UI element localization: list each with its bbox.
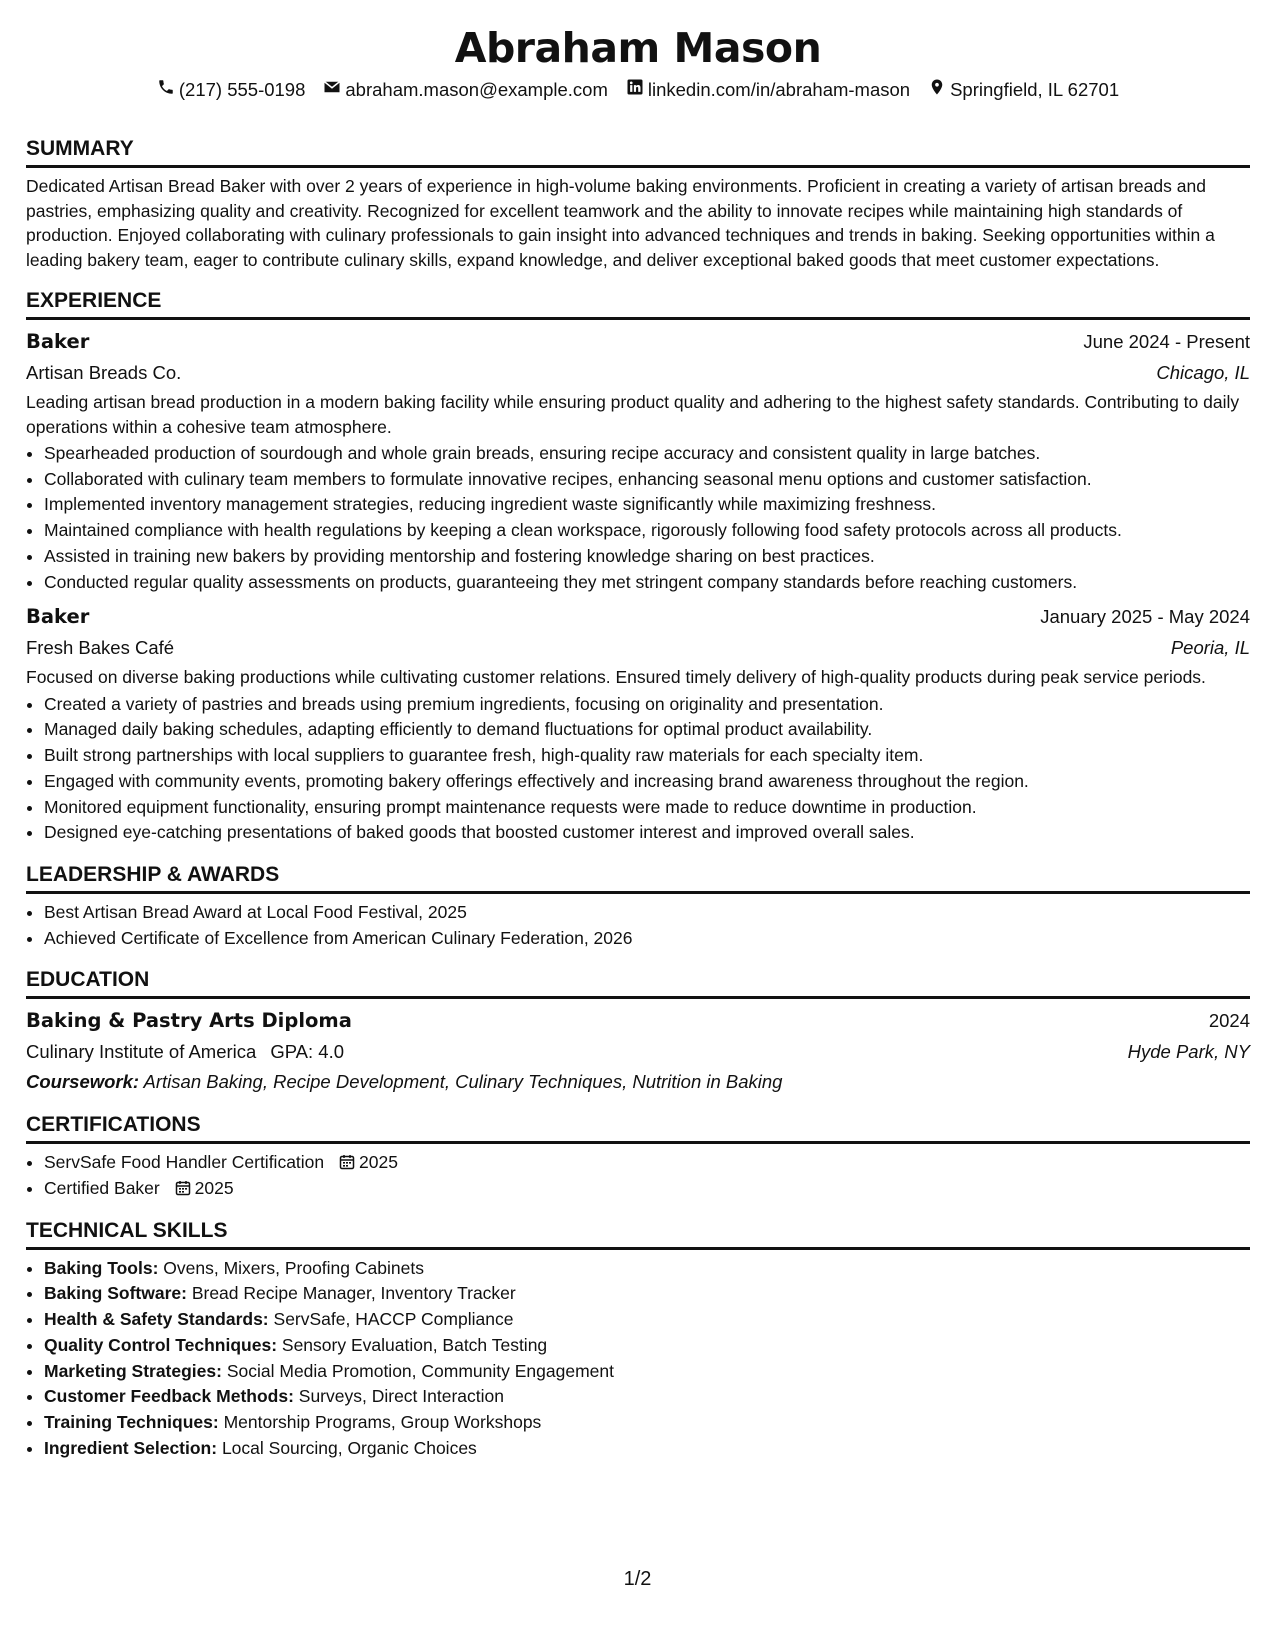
list-item: [44, 1256, 1250, 1282]
coursework-label: Coursework:: [26, 1071, 140, 1093]
gpa: GPA: 4.0: [270, 1041, 345, 1063]
school-location: Hyde Park, NY: [1127, 1041, 1250, 1063]
skill-values: Mentorship Programs, Group Workshops: [223, 1411, 542, 1432]
resume-page: [26, 22, 1250, 1461]
skill-category: Ingredient Selection:: [44, 1437, 218, 1458]
map-pin-icon: [928, 78, 946, 102]
email-text: abraham.mason@example.com: [345, 79, 608, 100]
job-title: Baker: [26, 605, 90, 629]
skills-section: [26, 1218, 1250, 1462]
skill-values: Bread Recipe Manager, Inventory Tracker: [191, 1283, 516, 1304]
school-name: Culinary Institute of America: [26, 1041, 257, 1063]
skill-values: ServSafe, HACCP Compliance: [273, 1309, 514, 1330]
linkedin-icon: [626, 78, 644, 102]
skill-values: Social Media Promotion, Community Engagement: [226, 1360, 614, 1381]
list-item: • Collaborated with culinary team members to formulate innovative recipes, enhancing seasonal menu options and customer satisfaction.: [44, 467, 1250, 493]
contact-email[interactable]: [323, 78, 607, 102]
skill-category: Customer Feedback Methods:: [44, 1386, 294, 1407]
section-title: EDUCATION: [26, 967, 1250, 999]
list-item: [44, 1384, 1250, 1410]
certification-year: 2025: [359, 1152, 398, 1173]
calendar-icon: [339, 1152, 355, 1168]
coursework-list: Artisan Baking, Recipe Development, Culinary Techniques, Nutrition in Baking: [143, 1071, 783, 1093]
list-item: [44, 1359, 1250, 1385]
list-item: • Monitored equipment functionality, ensuring prompt maintenance requests were made to reduce downtime in production.: [44, 795, 1250, 821]
education-year: 2024: [1208, 1010, 1250, 1032]
certification-name: Certified Baker: [44, 1178, 160, 1199]
job-location: Chicago, IL: [1156, 362, 1250, 383]
company-name: Artisan Breads Co.: [26, 362, 182, 383]
list-item: • Conducted regular quality assessments on products, guaranteeing they met stringent company standards before reaching customers.: [44, 570, 1250, 596]
phone-text: (217) 555-0198: [178, 79, 306, 100]
experience-section: [26, 288, 1250, 846]
candidate-name: Abraham Mason: [454, 24, 822, 72]
list-item: • Implemented inventory management strategies, reducing ingredient waste significantly while maximizing freshness.: [44, 492, 1250, 518]
skills-list: [26, 1256, 1250, 1462]
list-item: [44, 1307, 1250, 1333]
skill-values: Surveys, Direct Interaction: [298, 1386, 504, 1407]
summary-section: [26, 136, 1250, 272]
section-title: SUMMARY: [26, 136, 1250, 168]
skill-category: Health & Safety Standards:: [44, 1309, 269, 1330]
list-item: [44, 1436, 1250, 1462]
list-item: [44, 1333, 1250, 1359]
awards-list: [26, 900, 1250, 951]
job-title: Baker: [26, 330, 90, 353]
list-item: • Maintained compliance with health regulations by keeping a clean workspace, rigorously following food safety protocols across all products.: [44, 518, 1250, 544]
list-item: [44, 1410, 1250, 1436]
list-item: • Assisted in training new bakers by providing mentorship and fostering knowledge sharing on best practices.: [44, 544, 1250, 570]
job-description: Leading artisan bread production in a modern baking facility while ensuring product quality and adhering to the highest safety standards. Contributing to daily operations within a cohesive team atmosphere.: [26, 392, 1240, 437]
section-title: LEADERSHIP & AWARDS: [26, 862, 1250, 894]
summary-text: Dedicated Artisan Bread Baker with over 2 years of experience in high-volume baking environments. Proficient in creating a variety of artisan breads and pastries, emphasizing quality and creativity. Recognized for excellent teamwork and the ability to innovate recipes while maintaining high standards of production. Enjoyed collaborating with culinary professionals to gain insight into advanced techniques and trends in baking. Seeking opportunities within a leading bakery team, eager to contribute culinary skills, expand knowledge, and deliver exceptional baked goods that meet customer expectations.: [26, 176, 1215, 270]
list-item: [44, 1281, 1250, 1307]
section-title: TECHNICAL SKILLS: [26, 1218, 1250, 1250]
degree-name: Baking & Pastry Arts Diploma: [26, 1009, 352, 1033]
section-title: EXPERIENCE: [26, 288, 1250, 320]
location-text: Springfield, IL 62701: [950, 79, 1120, 100]
job-entry: [26, 601, 1250, 846]
list-item: • Best Artisan Bread Award at Local Food Festival, 2025: [44, 900, 1250, 926]
certifications-list: [26, 1150, 1250, 1201]
coursework-line: [26, 1067, 1250, 1096]
envelope-icon: [323, 78, 341, 102]
page-number: 1/2: [623, 1568, 652, 1590]
list-item: • Spearheaded production of sourdough and whole grain breads, ensuring recipe accuracy and consistent quality in large batches.: [44, 441, 1250, 467]
job-bullets: [26, 692, 1250, 846]
skill-values: Sensory Evaluation, Batch Testing: [281, 1334, 548, 1355]
skill-category: Training Techniques:: [44, 1411, 219, 1432]
job-bullets: [26, 441, 1250, 595]
list-item: • Achieved Certificate of Excellence from American Culinary Federation, 2026: [44, 926, 1250, 952]
contact-location: [928, 78, 1119, 102]
section-title: CERTIFICATIONS: [26, 1112, 1250, 1144]
list-item: • Created a variety of pastries and breads using premium ingredients, focusing on originality and presentation.: [44, 692, 1250, 718]
job-dates: June 2024 - Present: [1083, 331, 1250, 352]
list-item: • Engaged with community events, promoting bakery offerings effectively and increasing brand awareness throughout the region.: [44, 769, 1250, 795]
list-item: • Managed daily baking schedules, adapting efficiently to demand fluctuations for optimal product availability.: [44, 717, 1250, 743]
school-line: [26, 1036, 344, 1067]
linkedin-text: linkedin.com/in/abraham-mason: [647, 79, 911, 100]
skill-category: Baking Software:: [44, 1283, 187, 1304]
job-dates: January 2025 - May 2024: [1040, 606, 1250, 628]
certification-year: 2025: [194, 1178, 234, 1199]
contact-bar: [26, 78, 1250, 102]
list-item: • Built strong partnerships with local suppliers to guarantee fresh, high-quality raw materials for each specialty item.: [44, 743, 1250, 769]
job-entry: [26, 326, 1250, 595]
job-location: Peoria, IL: [1170, 637, 1250, 659]
skill-category: Quality Control Techniques:: [44, 1334, 278, 1355]
list-item: [44, 1176, 1250, 1202]
company-name: Fresh Bakes Café: [26, 637, 175, 659]
certification-name: ServSafe Food Handler Certification: [44, 1152, 325, 1173]
leadership-section: [26, 862, 1250, 951]
phone-icon: [157, 78, 175, 102]
certifications-section: [26, 1112, 1250, 1201]
list-item: • Designed eye-catching presentations of baked goods that boosted customer interest and improved overall sales.: [44, 820, 1250, 846]
contact-phone[interactable]: [157, 78, 306, 102]
job-description: Focused on diverse baking productions while cultivating customer relations. Ensured timely delivery of high-quality products during peak service periods.: [26, 667, 1206, 688]
list-item: [44, 1150, 1250, 1176]
contact-linkedin[interactable]: [626, 78, 910, 102]
skill-category: Marketing Strategies:: [44, 1360, 222, 1381]
education-section: [26, 967, 1250, 1096]
skill-values: Local Sourcing, Organic Choices: [221, 1437, 477, 1458]
skill-values: Ovens, Mixers, Proofing Cabinets: [163, 1257, 424, 1278]
calendar-icon: [175, 1178, 191, 1194]
skill-category: Baking Tools:: [44, 1257, 159, 1278]
